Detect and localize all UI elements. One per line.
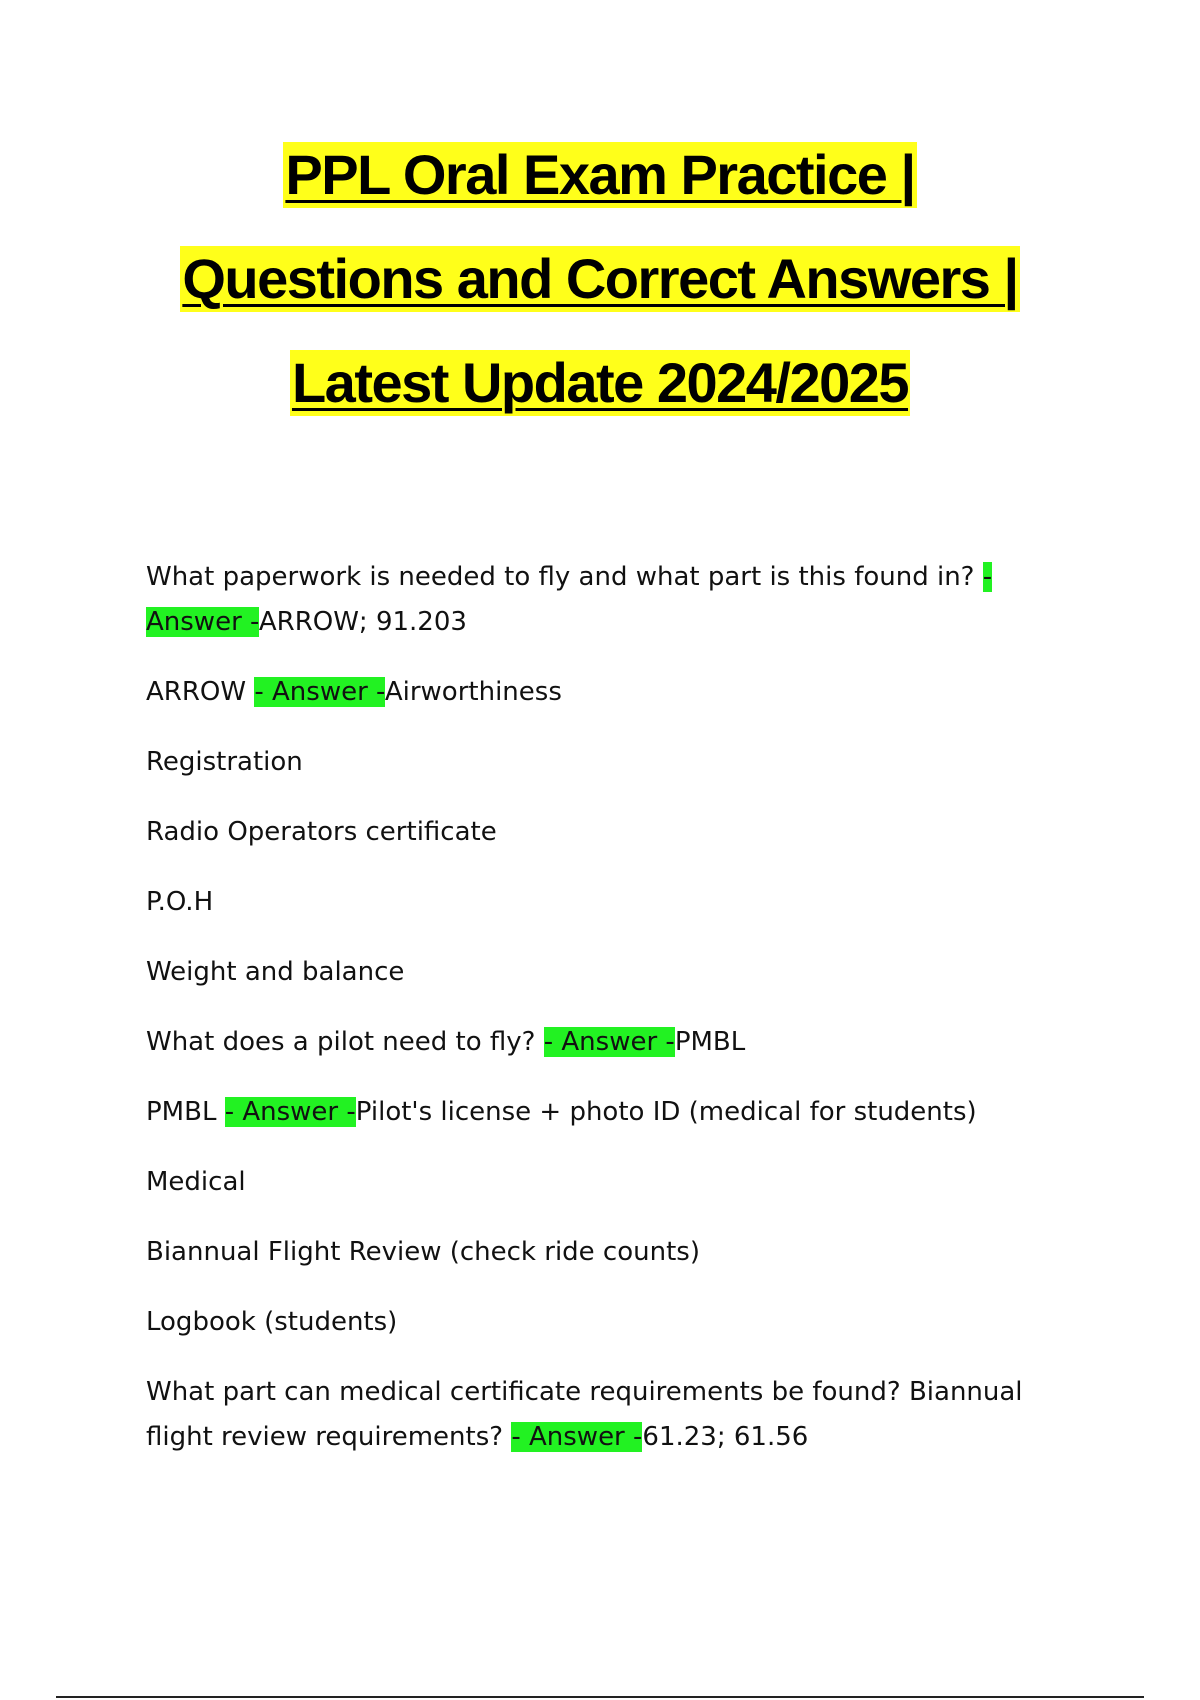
answer-text: 61.23; 61.56 (642, 1422, 809, 1452)
answer-text: PMBL (674, 1027, 746, 1057)
list-line: Registration (146, 747, 303, 777)
title-line (0, 138, 1200, 242)
title-line-text: Latest Update 2024/2025 (291, 351, 909, 414)
document-title (0, 138, 1200, 450)
qa-item (146, 1370, 1066, 1460)
title-line (0, 242, 1200, 346)
list-line: Radio Operators certificate (146, 817, 497, 847)
list-line: Logbook (students) (146, 1307, 398, 1337)
title-line-text: Questions and Correct Answers | (182, 247, 1018, 310)
question-text: What paperwork is needed to fly and what part is this found in? (146, 562, 983, 592)
list-line: Medical (146, 1167, 246, 1197)
title-line (0, 346, 1200, 450)
question-text: PMBL (146, 1097, 225, 1127)
title-line-text: PPL Oral Exam Practice | (285, 143, 915, 206)
answer-text: ARROW; 91.203 (258, 607, 467, 637)
answer-marker: - Answer - (146, 562, 993, 637)
qa-content (146, 555, 1066, 1485)
list-line: Biannual Flight Review (check ride counts) (146, 1237, 700, 1267)
list-line: Weight and balance (146, 957, 405, 987)
answer-marker: - Answer - (254, 677, 385, 707)
question-text: What does a pilot need to fly? (146, 1027, 544, 1057)
qa-item (146, 555, 1066, 645)
question-text: ARROW (146, 677, 255, 707)
answer-text: Airworthiness (384, 677, 562, 707)
answer-marker: - Answer - (511, 1422, 643, 1452)
answer-marker: - Answer - (543, 1027, 675, 1057)
list-line: P.O.H (146, 887, 214, 917)
question-text: What part can medical certificate requirements be found? Biannual flight review requirements? (146, 1377, 1023, 1452)
answer-text: Pilot's license + photo ID (medical for students) (355, 1097, 977, 1127)
qa-item (146, 1090, 1066, 1135)
footer-rule (56, 1696, 1144, 1698)
qa-item (146, 670, 1066, 715)
answer-marker: - Answer - (224, 1097, 356, 1127)
qa-item (146, 1020, 1066, 1065)
